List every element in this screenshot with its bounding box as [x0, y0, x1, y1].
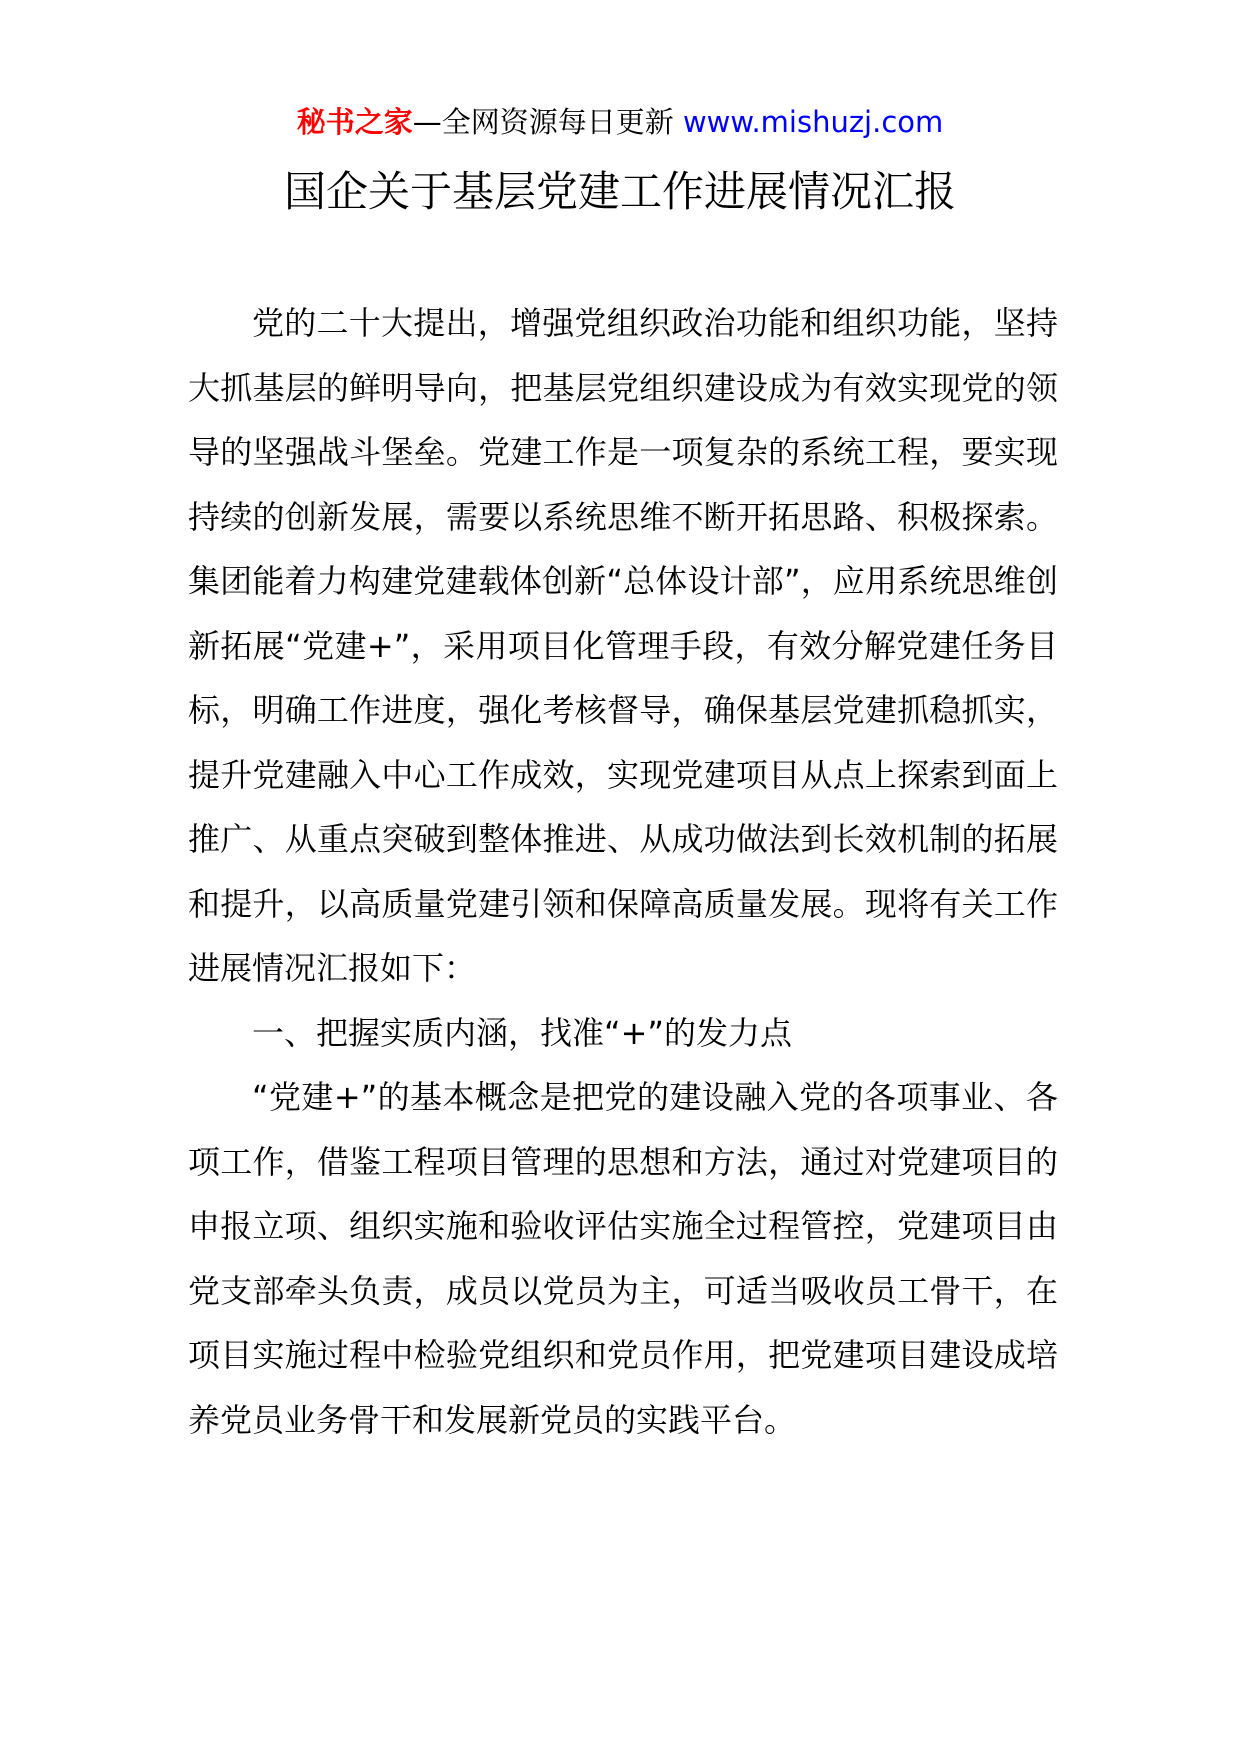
section-heading-1: 一、把握实质内涵，找准“+”的发力点 — [252, 1013, 792, 1052]
site-header — [0, 100, 1240, 144]
site-tagline: —全网资源每日更新 — [412, 105, 683, 139]
site-url-link[interactable]: www.mishuzj.com — [682, 105, 944, 139]
paragraph-intro: 党的二十大提出，增强党组织政治功能和组织功能，坚持大抓基层的鲜明导向，把基层党组织建设成为有效实现党的领导的坚强战斗堡垒。党建工作是一项复杂的系统工程，要实现持续的创新发展，需要以系统思维不断开拓思路、积极探索。集团能着力构建党建载体创新“总体设计部”，应用系统思维创新拓展“党建+”，采用项目化管理手段，有效分解党建任务目标，明确工作进度，强化考核督导，确保基层党建抓稳抓实，提升党建融入中心工作成效，实现党建项目从点上探索到面上推广、从重点突破到整体推进、从成功做法到长效机制的拓展和提升，以高质量党建引领和保障高质量发展。现将有关工作进展情况汇报如下： — [188, 304, 1058, 987]
site-brand: 秘书之家 — [296, 105, 413, 139]
document-body — [188, 291, 1058, 1452]
document-title: 国企关于基层党建工作进展情况汇报 — [283, 167, 956, 216]
paragraph-section-1: “党建+”的基本概念是把党的建设融入党的各项事业、各项工作，借鉴工程项目管理的思想和方法，通过对党建项目的申报立项、组织实施和验收评估实施全过程管控，党建项目由党支部牵头负责，成员以党员为主，可适当吸收员工骨干，在项目实施过程中检验党组织和党员作用，把党建项目建设成培养党员业务骨干和发展新党员的实践平台。 — [188, 1078, 1058, 1439]
